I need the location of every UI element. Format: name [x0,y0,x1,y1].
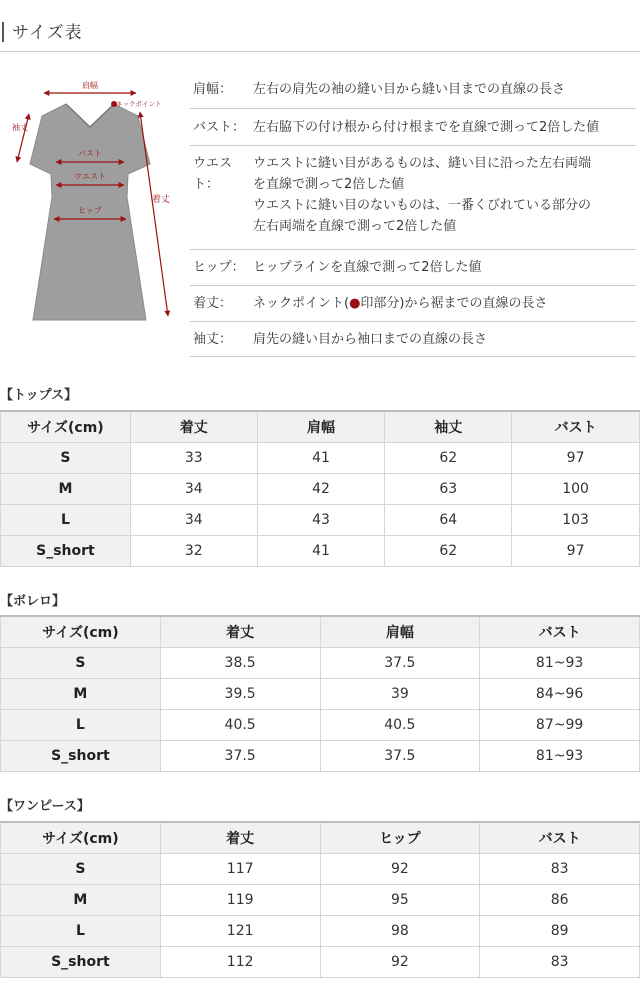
table-cell-size: S_short [1,946,161,977]
definition-row-length [190,286,636,322]
table-cell: 62 [385,442,512,473]
table-cell-size: M [1,678,161,709]
table-cell-size: M [1,473,131,504]
table-header: バスト [480,616,640,647]
table-row [1,442,640,473]
table-cell: 97 [512,442,640,473]
definition-text: 肩先の縫い目から袖口までの直線の長さ [253,332,488,347]
table-cell: 37.5 [320,740,480,771]
measurement-definitions [190,72,636,357]
table-header: 着丈 [160,616,320,647]
garment-measurement-diagram [0,72,190,332]
table-row [1,647,640,678]
diagram-label-length: 着丈 [152,195,171,205]
table-cell: 64 [385,504,512,535]
table-cell: 83 [480,946,640,977]
table-header-row [1,411,640,442]
definition-line: 左右両端を直線で測って2倍した値 [253,219,457,234]
table-cell: 37.5 [320,647,480,678]
table-header: バスト [512,411,640,442]
definition-term: 袖丈： [193,332,233,347]
table-cell: 100 [512,473,640,504]
table-header: 袖丈 [385,411,512,442]
size-table-onepiece [0,821,640,978]
table-row [1,535,640,566]
table-row [1,915,640,946]
table-header-row [1,822,640,853]
section-label-tops: 【トップス】 [0,388,78,403]
table-row [1,709,640,740]
diagram-label-hip: ヒップ [78,206,102,215]
table-cell: 117 [160,853,320,884]
table-cell-size: S_short [1,535,131,566]
table-cell: 87~99 [480,709,640,740]
table-header: 着丈 [130,411,257,442]
page-title: サイズ表 [12,23,83,43]
table-cell: 121 [160,915,320,946]
table-cell: 63 [385,473,512,504]
table-cell: 81~93 [480,740,640,771]
table-cell: 89 [480,915,640,946]
table-cell: 39 [320,678,480,709]
table-cell: 34 [130,504,257,535]
table-header: サイズ(cm) [1,411,131,442]
table-cell: 41 [257,442,385,473]
neck-point-marker-icon: ● [349,296,361,311]
size-table-bolero [0,615,640,772]
table-cell: 40.5 [160,709,320,740]
size-table-tops [0,410,640,567]
table-cell-size: L [1,504,131,535]
title-accent-bar [2,22,4,42]
table-row [1,740,640,771]
definition-text: 左右脇下の付け根から付け根までを直線で測って2倍した値 [253,120,600,135]
table-cell: 34 [130,473,257,504]
table-cell: 32 [130,535,257,566]
diagram-label-waist: ウエスト [74,172,106,181]
definition-text-part: ネックポイント( [253,296,350,311]
table-cell: 33 [130,442,257,473]
table-header: 肩幅 [257,411,385,442]
table-cell: 38.5 [160,647,320,678]
definition-row-waist [190,146,636,250]
definition-text: ヒップラインを直線で測って2倍した値 [253,260,482,275]
table-cell: 62 [385,535,512,566]
table-cell: 40.5 [320,709,480,740]
diagram-label-sleeve: 袖丈 [12,123,28,132]
table-row [1,504,640,535]
definition-line: を直線で測って2倍した値 [253,177,405,192]
table-cell-size: L [1,915,161,946]
table-cell: 41 [257,535,385,566]
definition-text-block [253,153,636,249]
diagram-label-shoulder: 肩幅 [82,81,98,90]
table-cell: 83 [480,853,640,884]
table-cell: 98 [320,915,480,946]
table-cell: 112 [160,946,320,977]
definition-line: ウエストに縫い目のないものは、一番くびれている部分の [253,198,592,213]
table-row [1,853,640,884]
table-row [1,473,640,504]
table-cell: 81~93 [480,647,640,678]
definition-row-shoulder [190,72,636,109]
table-row [1,884,640,915]
table-cell: 39.5 [160,678,320,709]
page-header [0,14,640,52]
table-header: サイズ(cm) [1,616,161,647]
definition-text: 左右の肩先の袖の縫い目から縫い目までの直線の長さ [253,82,566,97]
table-cell: 86 [480,884,640,915]
definition-line: ウエストに縫い目があるものは、縫い目に沿った左右両端 [253,156,592,171]
definition-text-part: 印部分)から裾までの直線の長さ [360,296,548,311]
table-row [1,946,640,977]
diagram-label-bust: バスト [78,149,102,158]
table-cell-size: M [1,884,161,915]
table-header: ヒップ [320,822,480,853]
table-cell: 95 [320,884,480,915]
sleeve-arrow [17,114,29,162]
table-cell: 43 [257,504,385,535]
table-cell: 37.5 [160,740,320,771]
table-cell: 84~96 [480,678,640,709]
table-cell-size: S [1,442,131,473]
definition-row-bust [190,109,636,146]
length-arrow [140,112,171,316]
table-row [1,678,640,709]
definition-term: ヒップ： [193,260,245,275]
table-cell: 97 [512,535,640,566]
table-cell: 42 [257,473,385,504]
definition-row-hip [190,250,636,286]
table-cell-size: S [1,853,161,884]
table-header: 着丈 [160,822,320,853]
table-cell: 103 [512,504,640,535]
table-cell: 92 [320,853,480,884]
table-cell-size: S_short [1,740,161,771]
definition-term: バスト： [193,120,246,135]
table-cell: 92 [320,946,480,977]
definition-term: ウエスト： [193,156,233,192]
table-header: 肩幅 [320,616,480,647]
definition-term: 着丈： [193,296,233,311]
table-cell-size: S [1,647,161,678]
definition-row-sleeve [190,322,636,357]
table-cell: 119 [160,884,320,915]
section-label-onepiece: 【ワンピース】 [0,799,90,814]
table-header-row [1,616,640,647]
definition-text [253,293,636,321]
section-label-bolero: 【ボレロ】 [0,594,66,609]
definition-term: 肩幅： [193,82,233,97]
diagram-label-neck-point: ネックポイント [116,100,162,108]
table-header: サイズ(cm) [1,822,161,853]
table-cell-size: L [1,709,161,740]
table-header: バスト [480,822,640,853]
